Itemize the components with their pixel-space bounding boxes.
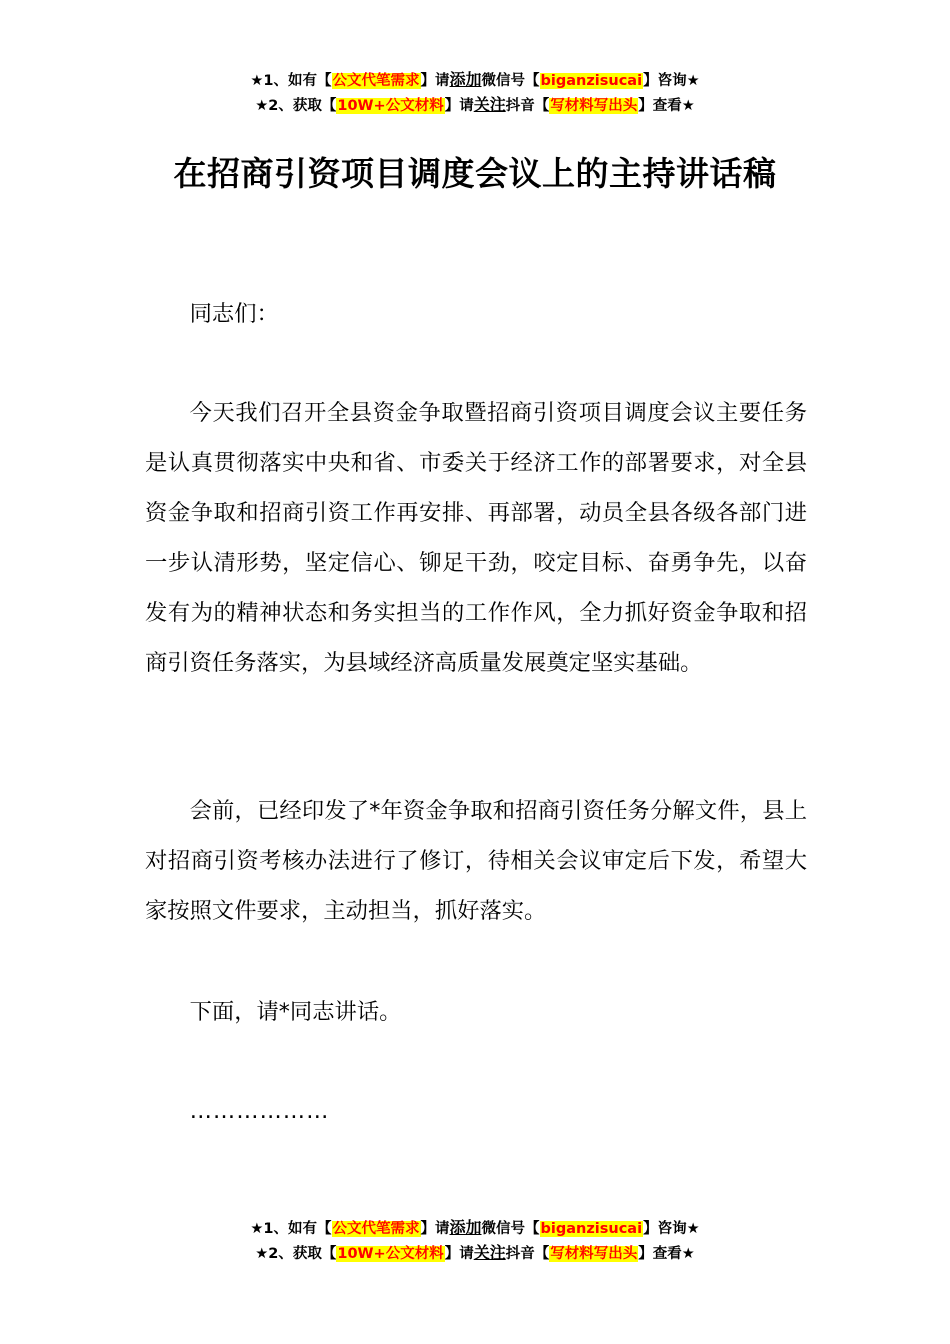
promo-text: 1、如有【 [263, 73, 332, 89]
promo-text: 1、如有【 [263, 1221, 332, 1237]
paragraph-2: 会前，已经印发了*年资金争取和招商引资任务分解文件，县上对招商引资考核办法进行了修订，待相关会议审定后下发，希望大家按照文件要求，主动担当，抓好落实。 [145, 798, 807, 924]
promo-text: 微信号【 [481, 73, 540, 89]
promo-emphasis: 添加 [449, 70, 482, 89]
promo-line-2 [0, 1241, 950, 1266]
promo-text: 】请 [444, 1246, 474, 1262]
promo-text: 】咨询 [643, 73, 687, 89]
document-title: 在招商引资项目调度会议上的主持讲话稿 [173, 154, 777, 193]
promo-highlight: 10W+公文材料 [337, 98, 444, 114]
star-icon: ★ [681, 1246, 695, 1262]
promo-highlight: 写材料写出头 [550, 1246, 638, 1262]
promo-text: 2、获取【 [268, 98, 337, 114]
star-icon: ★ [686, 73, 700, 89]
promo-highlight: 公文代笔需求 [332, 1221, 420, 1237]
paragraph-1: 今天我们召开全县资金争取暨招商引资项目调度会议主要任务是认真贯彻落实中央和省、市委关于经济工作的部署要求，对全县资金争取和招商引资工作再安排、再部署，动员全县各级各部门进一步认清形势，坚定信心、铆足干劲，咬定目标、奋勇争先，以奋发有为的精神状态和务实担当的工作作风，全力抓好资金争取和招商引资任务落实，为县域经济高质量发展奠定坚实基础。 [145, 400, 807, 676]
promo-text: 】咨询 [643, 1221, 687, 1237]
star-icon: ★ [250, 1221, 264, 1237]
promo-highlight: 10W+公文材料 [337, 1246, 444, 1262]
promo-text: 】请 [420, 73, 450, 89]
star-icon: ★ [255, 1246, 269, 1262]
promo-text: 抖音【 [505, 1246, 550, 1262]
promo-text: 】请 [444, 98, 474, 114]
promo-highlight: biganzisucai [540, 73, 643, 89]
promo-text: 】查看 [638, 1246, 682, 1262]
star-icon: ★ [250, 73, 264, 89]
promo-line-1 [0, 68, 950, 93]
promo-emphasis: 添加 [449, 1218, 482, 1237]
promo-line-2 [0, 93, 950, 118]
promo-highlight: biganzisucai [540, 1221, 643, 1237]
promo-text: 微信号【 [481, 1221, 540, 1237]
paragraph-3: 下面，请*同志讲话。 [189, 999, 402, 1025]
greeting: 同志们： [189, 301, 279, 327]
promo-banner-bottom [0, 1216, 950, 1266]
promo-line-1 [0, 1216, 950, 1241]
promo-text: 2、获取【 [268, 1246, 337, 1262]
ellipsis: ……………… [189, 1098, 330, 1124]
promo-highlight: 公文代笔需求 [332, 73, 420, 89]
promo-emphasis: 关注 [473, 95, 506, 114]
promo-text: 】查看 [638, 98, 682, 114]
promo-banner-top [0, 68, 950, 118]
promo-text: 】请 [420, 1221, 450, 1237]
promo-emphasis: 关注 [473, 1243, 506, 1262]
star-icon: ★ [686, 1221, 700, 1237]
star-icon: ★ [681, 98, 695, 114]
promo-text: 抖音【 [505, 98, 550, 114]
promo-highlight: 写材料写出头 [550, 98, 638, 114]
star-icon: ★ [255, 98, 269, 114]
